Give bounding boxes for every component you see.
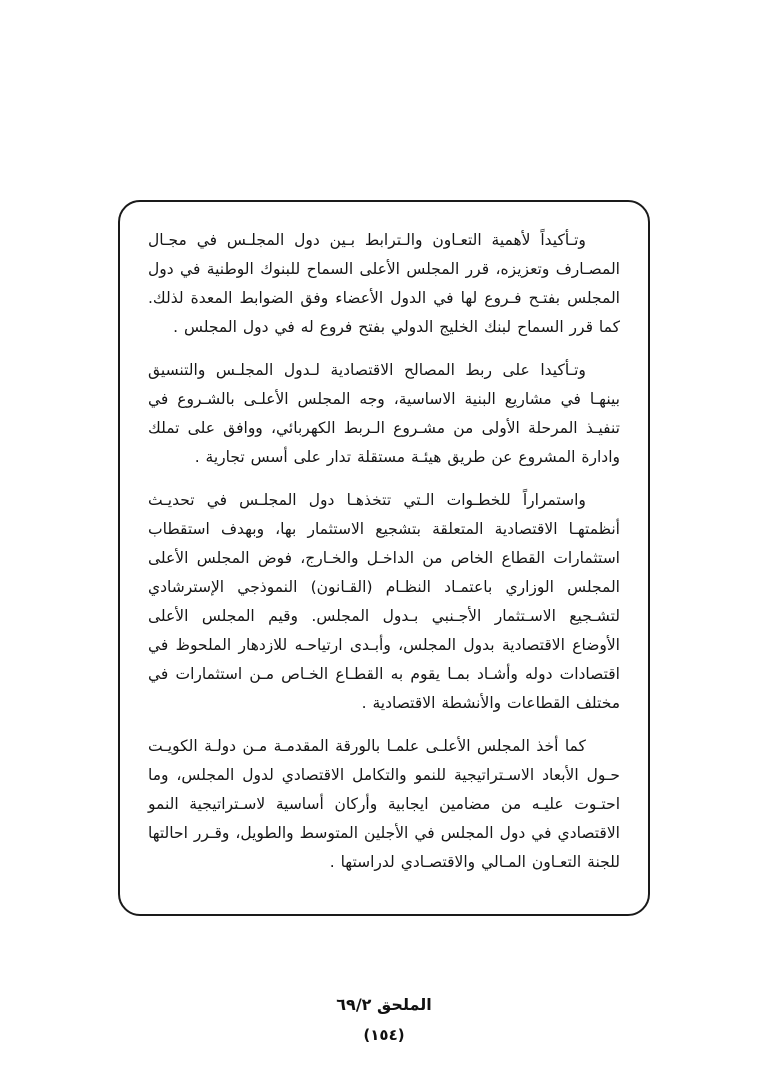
annex-label: الملحق ٦٩/٢ (336, 995, 432, 1014)
paragraph-banking-cooperation: وتـأكيداً لأهمية التعـاون والـترابط بـين دول المجلـس في مجـال المصـارف وتعزيزه، قرر المجلس الأعلى السماح للبنوك الوطنية في دول المجلس بفتـح فـروع لها في الدول الأعضاء وفق الضوابط المعدة لذلك. كما قرر السماح لبنك الخليج الدولي بفتح فروع له في دول المجلس . (148, 231, 620, 336)
document-frame (118, 200, 650, 916)
page-number: (١٥٤) (363, 1026, 405, 1044)
document-body (148, 226, 620, 877)
paragraph-electric-grid-project: وتـأكيدا على ربط المصالح الاقتصادية لـدول المجلـس والتنسيق بينهـا في مشاريع البنية الاساسية، وجه المجلس الأعلـى بالشـروع في تنفيـذ المرحلة الأولى من مشـروع الـربط الكهربائي، ووافق على تملك وادارة المشروع عن طريق هيئـة مستقلة تدار على أسس تجارية . (148, 361, 620, 466)
paragraph-investment-law: واستمراراً للخطـوات الـتي تتخذهـا دول المجلـس في تحديـث أنظمتهـا الاقتصادية المتعلقة بتشجيع الاستثمار بها، وبهدف استقطاب استثمارات القطاع الخاص من الداخـل والخـارج، فوض المجلس الأعلى المجلس الوزاري باعتمـاد النظـام (القـانون) النموذجي الإسترشادي لتشـجيع الاسـتثمار الأجـنبي بـدول المجلس. وقيم المجلس الأعلى الأوضاع الاقتصادية بدول المجلس، وأبـدى ارتياحـه للازدهار الملحوظ في اقتصادات دوله وأشـاد بمـا يقوم به القطـاع الخـاص مـن استثمارات في مختلف القطاعات والأنشطة الاقتصادية . (148, 491, 620, 712)
paragraph-kuwait-paper: كما أخذ المجلس الأعلـى علمـا بالورقة المقدمـة مـن دولـة الكويـت حـول الأبعاد الاسـتراتيجية للنمو والتكامل الاقتصادي لدول المجلس، وما احتـوت عليـه من مضامين ايجابية وأركان أساسية لاسـتراتيجية النمو الاقتصادي في دول المجلس في الأجلين المتوسط والطويل، وقـرر احالتها للجنة التعـاون المـالي والاقتصـادي لدراستها . (148, 737, 620, 871)
